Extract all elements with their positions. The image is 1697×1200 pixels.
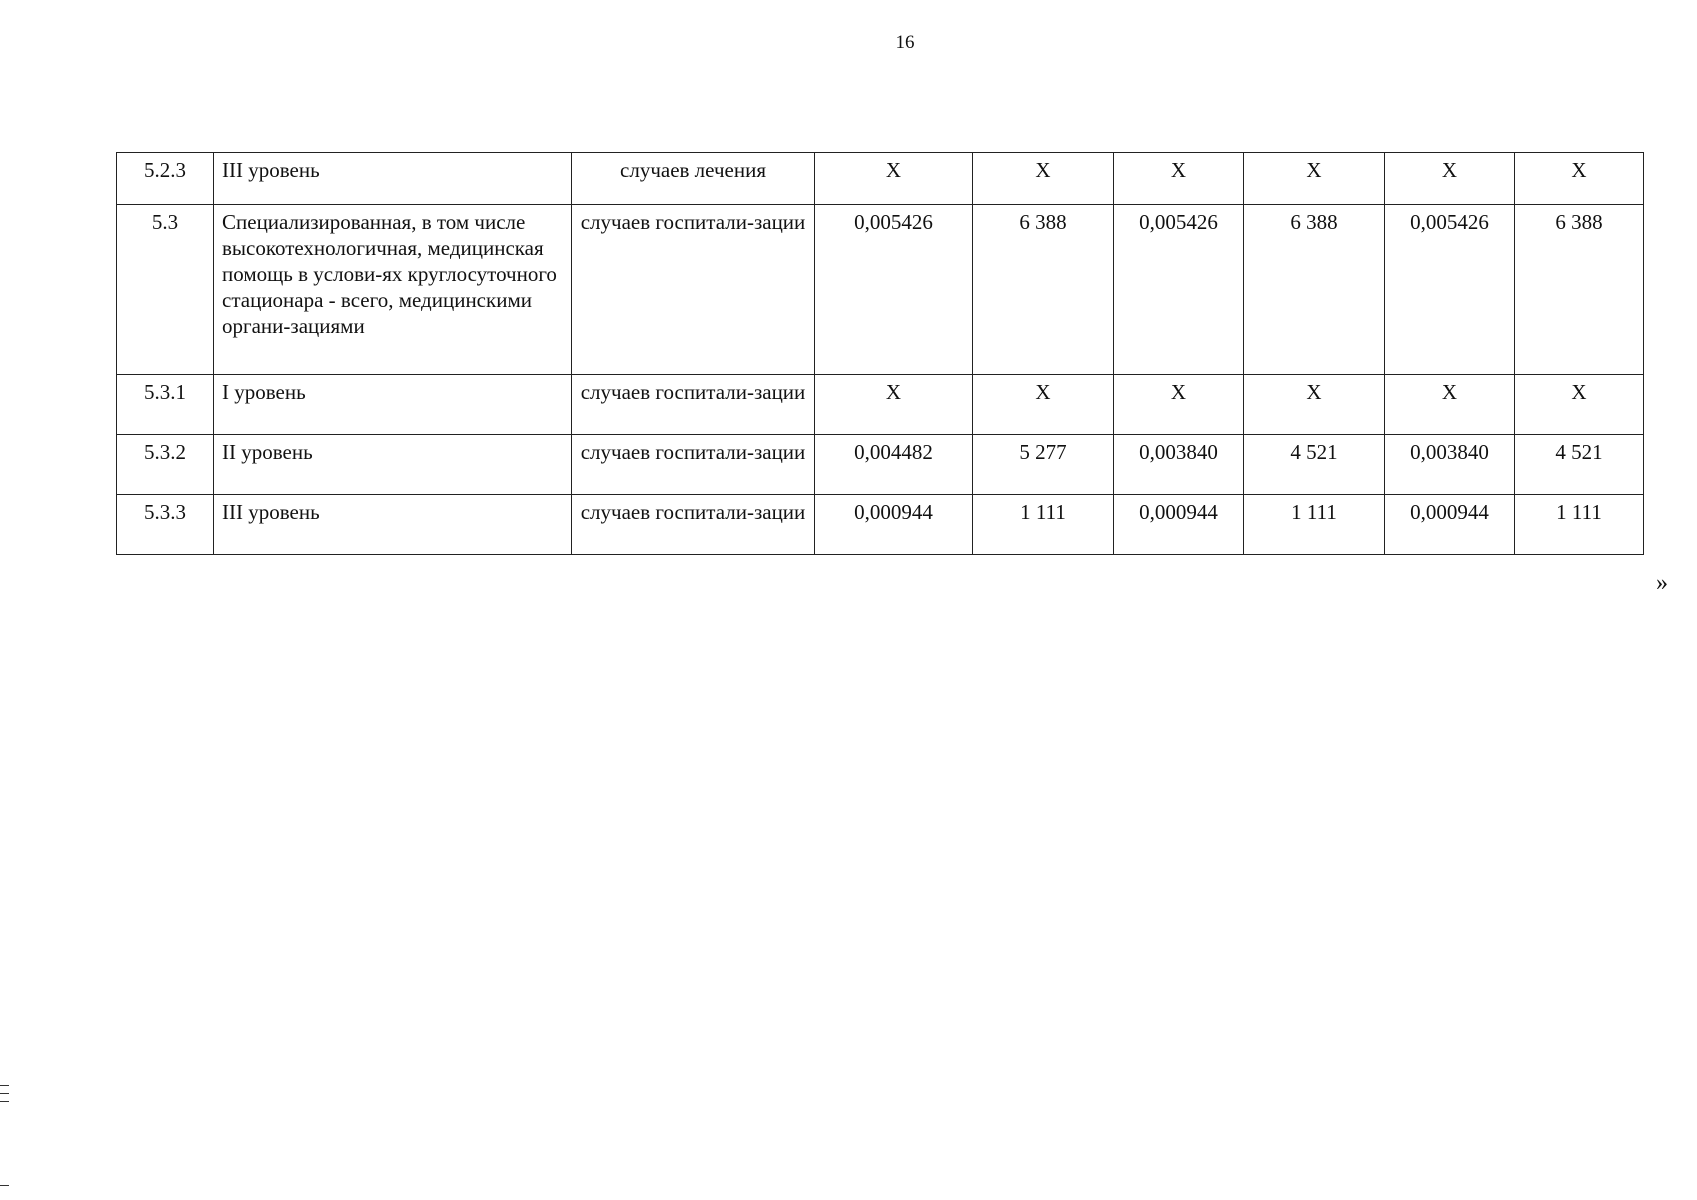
row-value: 0,005426: [1114, 205, 1244, 375]
row-number: 5.3.3: [117, 495, 214, 555]
row-value: 4 521: [1244, 435, 1385, 495]
data-table: [116, 152, 1644, 555]
row-value: Х: [815, 153, 973, 205]
row-value: 0,005426: [1385, 205, 1515, 375]
row-name: I уровень: [214, 375, 572, 435]
row-value: 6 388: [973, 205, 1114, 375]
row-value: Х: [1385, 153, 1515, 205]
row-value: 0,000944: [1385, 495, 1515, 555]
row-value: 0,000944: [815, 495, 973, 555]
row-name: III уровень: [214, 495, 572, 555]
scan-artifact: [0, 1085, 9, 1086]
row-value: Х: [973, 153, 1114, 205]
row-unit: случаев госпитали-зации: [572, 435, 815, 495]
row-value: 6 388: [1515, 205, 1644, 375]
page-number: 16: [895, 32, 915, 53]
scan-artifact: [0, 1185, 9, 1186]
row-value: Х: [1244, 153, 1385, 205]
row-value: 1 111: [1515, 495, 1644, 555]
row-value: 4 521: [1515, 435, 1644, 495]
row-value: 1 111: [973, 495, 1114, 555]
closing-quote: »: [1656, 570, 1668, 596]
table-row: [117, 205, 1644, 375]
row-name: III уровень: [214, 153, 572, 205]
row-value: 0,005426: [815, 205, 973, 375]
row-name: Специализированная, в том числе высокотехнологичная, медицинская помощь в услови-ях круглосуточного стационара - всего, медицинскими органи-зациями: [214, 205, 572, 375]
row-value: Х: [1515, 153, 1644, 205]
row-number: 5.3.2: [117, 435, 214, 495]
row-value: 1 111: [1244, 495, 1385, 555]
row-value: Х: [973, 375, 1114, 435]
row-value: 6 388: [1244, 205, 1385, 375]
table-row: [117, 495, 1644, 555]
row-number: 5.3.1: [117, 375, 214, 435]
row-value: Х: [1114, 375, 1244, 435]
row-unit: случаев госпитали-зации: [572, 375, 815, 435]
row-value: Х: [1515, 375, 1644, 435]
row-unit: случаев госпитали-зации: [572, 205, 815, 375]
table-row: [117, 375, 1644, 435]
row-value: Х: [815, 375, 973, 435]
row-value: 0,000944: [1114, 495, 1244, 555]
scan-artifact: [0, 1093, 9, 1094]
row-value: Х: [1385, 375, 1515, 435]
table-row: [117, 153, 1644, 205]
scan-artifact: [0, 1101, 9, 1102]
row-value: 0,003840: [1114, 435, 1244, 495]
table-body: [117, 153, 1644, 555]
row-unit: случаев госпитали-зации: [572, 495, 815, 555]
row-number: 5.3: [117, 205, 214, 375]
row-value: Х: [1114, 153, 1244, 205]
row-name: II уровень: [214, 435, 572, 495]
row-number: 5.2.3: [117, 153, 214, 205]
row-value: 5 277: [973, 435, 1114, 495]
row-unit: случаев лечения: [572, 153, 815, 205]
row-value: Х: [1244, 375, 1385, 435]
row-value: 0,003840: [1385, 435, 1515, 495]
table-row: [117, 435, 1644, 495]
row-value: 0,004482: [815, 435, 973, 495]
